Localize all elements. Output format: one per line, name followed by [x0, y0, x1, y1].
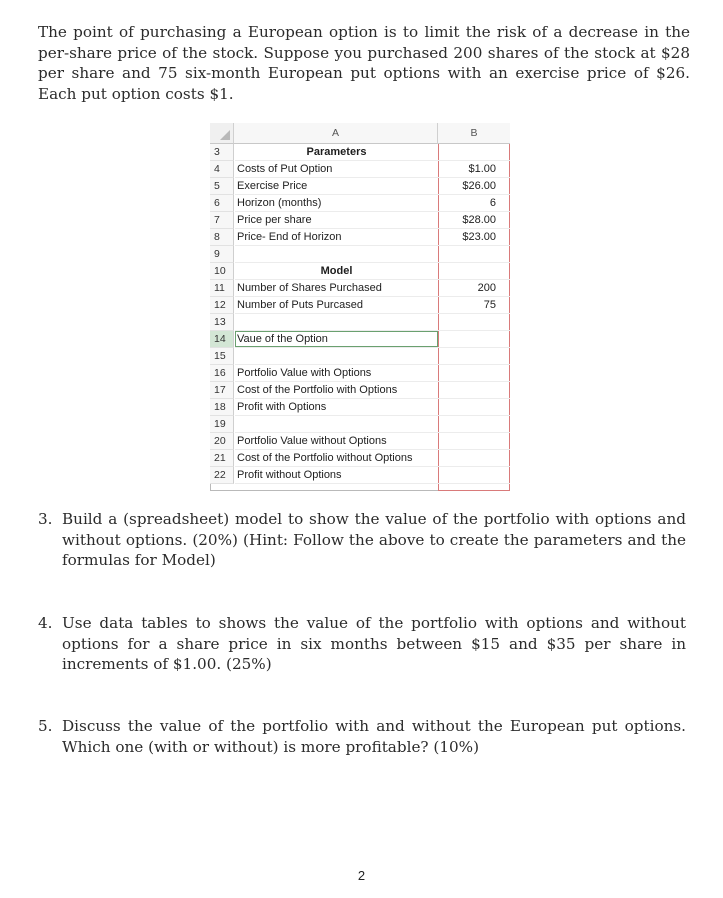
cell-a[interactable]: Profit without Options	[235, 467, 438, 484]
cell-b[interactable]: 75	[438, 297, 510, 314]
row-header[interactable]: 21	[210, 450, 234, 467]
column-header-b[interactable]: B	[438, 123, 510, 144]
cell-a[interactable]	[235, 246, 438, 263]
row-header[interactable]: 9	[210, 246, 234, 263]
row-header[interactable]: 12	[210, 297, 234, 314]
cell-b[interactable]	[438, 331, 510, 348]
sheet-row	[210, 161, 510, 178]
sheet-row	[210, 212, 510, 229]
sheet-row	[210, 178, 510, 195]
sheet-row	[210, 195, 510, 212]
row-header[interactable]: 8	[210, 229, 234, 246]
page-number: 2	[357, 868, 366, 883]
cell-b[interactable]	[438, 433, 510, 450]
question-text: Build a (spreadsheet) model to show the value of the portfolio with options and without options. (20%) (Hint: Follow the above to create the parameters and the formulas for Model)	[62, 510, 686, 569]
cell-b[interactable]	[438, 246, 510, 263]
row-header[interactable]: 13	[210, 314, 234, 331]
question-text: Use data tables to shows the value of the portfolio with options and without options for a share price in six months between $15 and $35 per share in increments of $1.00. (25%)	[62, 614, 686, 673]
intro-paragraph: The point of purchasing a European option is to limit the risk of a decrease in the per-share price of the stock. Suppose you purchased 200 shares of the stock at $28 per share and 75 six-month European put options with an exercise price of $26. Each put option costs $1.	[38, 23, 690, 103]
cell-a[interactable]: Parameters	[235, 144, 438, 161]
row-header[interactable]: 5	[210, 178, 234, 195]
row-header[interactable]: 7	[210, 212, 234, 229]
sheet-row	[210, 365, 510, 382]
sheet-row	[210, 331, 510, 348]
row-header[interactable]: 14	[210, 331, 234, 348]
cell-b[interactable]	[438, 144, 510, 161]
sheet-row	[210, 246, 510, 263]
cell-b[interactable]	[438, 467, 510, 484]
question-number: 5.	[38, 717, 53, 735]
sheet-row	[210, 416, 510, 433]
cell-b[interactable]	[438, 314, 510, 331]
cell-b[interactable]: 200	[438, 280, 510, 297]
question-text: Discuss the value of the portfolio with and without the European put options. Which one (with or without) is more profitable? (10%)	[62, 717, 686, 756]
cell-a[interactable]: Vaue of the Option	[235, 331, 438, 348]
cell-a[interactable]: Price per share	[235, 212, 438, 229]
cell-b[interactable]	[438, 263, 510, 280]
cell-a[interactable]: Model	[235, 263, 438, 280]
spreadsheet	[210, 123, 510, 491]
cell-a[interactable]: Cost of the Portfolio with Options	[235, 382, 438, 399]
select-all-corner[interactable]	[210, 123, 234, 144]
cell-a[interactable]: Cost of the Portfolio without Options	[235, 450, 438, 467]
cell-b[interactable]: $1.00	[438, 161, 510, 178]
question-5	[38, 716, 686, 757]
row-header[interactable]: 20	[210, 433, 234, 450]
column-header-row	[210, 123, 510, 144]
cell-b[interactable]: 6	[438, 195, 510, 212]
cell-a[interactable]: Exercise Price	[235, 178, 438, 195]
question-number: 4.	[38, 614, 53, 632]
row-header[interactable]: 6	[210, 195, 234, 212]
cell-b[interactable]	[438, 450, 510, 467]
cell-a[interactable]: Costs of Put Option	[235, 161, 438, 178]
row-header[interactable]: 11	[210, 280, 234, 297]
cell-a[interactable]	[235, 348, 438, 365]
row-header[interactable]: 19	[210, 416, 234, 433]
sheet-row	[210, 280, 510, 297]
cell-b[interactable]	[438, 382, 510, 399]
row-header[interactable]: 17	[210, 382, 234, 399]
row-header[interactable]: 16	[210, 365, 234, 382]
sheet-row	[210, 433, 510, 450]
cell-a[interactable]: Profit with Options	[235, 399, 438, 416]
cell-b[interactable]	[438, 365, 510, 382]
question-4	[38, 613, 686, 675]
cell-a[interactable]: Price- End of Horizon	[235, 229, 438, 246]
sheet-row	[210, 399, 510, 416]
select-all-triangle-icon	[220, 130, 230, 140]
sheet-row	[210, 144, 510, 161]
sheet-row	[210, 229, 510, 246]
row-header[interactable]: 4	[210, 161, 234, 178]
cell-b[interactable]	[438, 399, 510, 416]
sheet-row	[210, 467, 510, 484]
cell-a[interactable]	[235, 314, 438, 331]
row-header[interactable]: 3	[210, 144, 234, 161]
cell-a[interactable]	[235, 416, 438, 433]
cell-b[interactable]	[438, 416, 510, 433]
row-header[interactable]: 18	[210, 399, 234, 416]
sheet-row	[210, 348, 510, 365]
question-number: 3.	[38, 510, 53, 528]
sheet-row	[210, 297, 510, 314]
cell-b[interactable]: $23.00	[438, 229, 510, 246]
sheet-row	[210, 263, 510, 280]
row-header[interactable]: 22	[210, 467, 234, 484]
cell-b[interactable]	[438, 348, 510, 365]
question-3	[38, 509, 686, 571]
cell-a[interactable]: Portfolio Value with Options	[235, 365, 438, 382]
cell-b[interactable]: $28.00	[438, 212, 510, 229]
sheet-row	[210, 314, 510, 331]
sheet-rows	[210, 144, 510, 484]
cell-a[interactable]: Horizon (months)	[235, 195, 438, 212]
sheet-row	[210, 450, 510, 467]
row-header[interactable]: 10	[210, 263, 234, 280]
sheet-row	[210, 382, 510, 399]
row-header[interactable]: 15	[210, 348, 234, 365]
column-header-a[interactable]: A	[234, 123, 438, 144]
cell-a[interactable]: Number of Shares Purchased	[235, 280, 438, 297]
cell-a[interactable]: Portfolio Value without Options	[235, 433, 438, 450]
cell-b[interactable]: $26.00	[438, 178, 510, 195]
cell-a[interactable]: Number of Puts Purcased	[235, 297, 438, 314]
